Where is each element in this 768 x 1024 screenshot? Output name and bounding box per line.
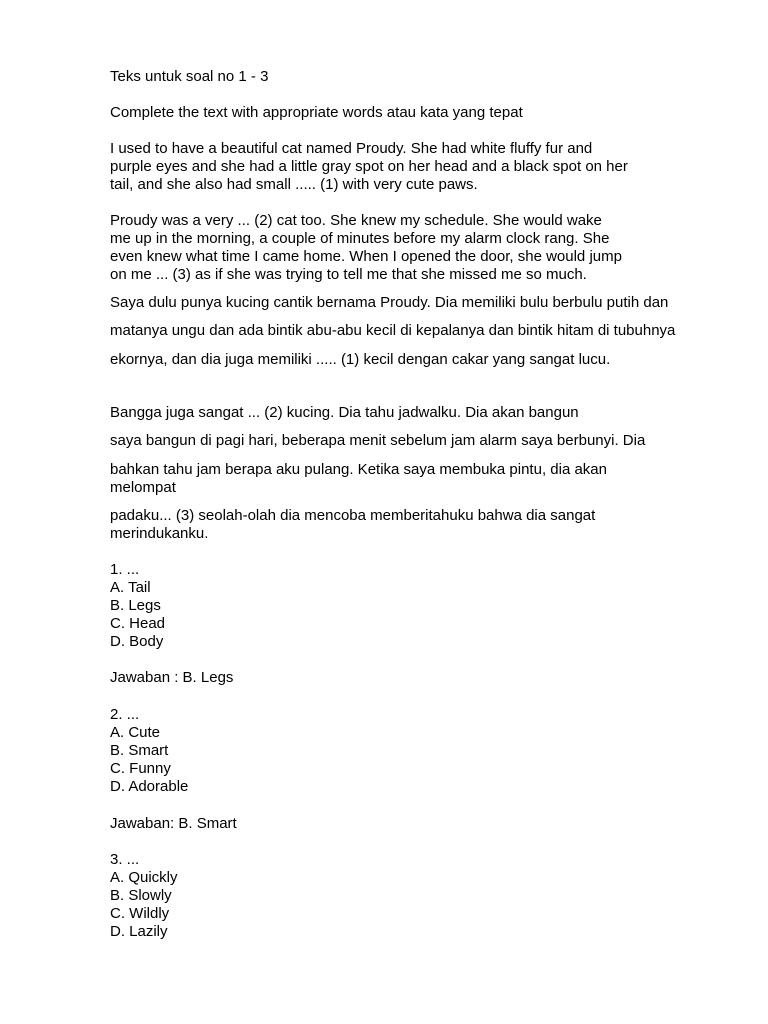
question-1-option-a: A. Tail: [110, 579, 151, 596]
english-paragraph-1-line: I used to have a beautiful cat named Proudy. She had white fluffy fur and: [110, 140, 593, 157]
indonesian-text-line: ekornya, dan dia juga memiliki ..... (1) kecil dengan cakar yang sangat lucu.: [110, 351, 611, 368]
question-1-answer: Jawaban : B. Legs: [110, 669, 234, 686]
question-3-option-d: D. Lazily: [110, 923, 168, 940]
english-paragraph-1-line: purple eyes and she had a little gray spot on her head and a black spot on her: [110, 158, 628, 175]
question-1-option-b: B. Legs: [110, 597, 161, 614]
question-2-option-b: B. Smart: [110, 742, 169, 759]
question-2-option-c: C. Funny: [110, 760, 171, 777]
question-3-option-a: A. Quickly: [110, 869, 178, 886]
question-1-option-c: C. Head: [110, 615, 166, 632]
question-3-number: 3. ...: [110, 851, 140, 868]
indonesian-text-line: melompat: [110, 479, 176, 496]
question-2-option-a: A. Cute: [110, 724, 161, 741]
question-2-answer: Jawaban: B. Smart: [110, 815, 237, 832]
instruction-text: Complete the text with appropriate words atau kata yang tepat: [110, 104, 523, 121]
question-3-option-b: B. Slowly: [110, 887, 172, 904]
indonesian-text-line: bahkan tahu jam berapa aku pulang. Ketika saya membuka pintu, dia akan: [110, 461, 607, 478]
indonesian-text-line: matanya ungu dan ada bintik abu-abu kecil di kepalanya dan bintik hitam di tubuhnya: [110, 322, 676, 339]
english-paragraph-2-line: even knew what time I came home. When I opened the door, she would jump: [110, 248, 622, 265]
question-2-number: 2. ...: [110, 706, 140, 723]
page-title: Teks untuk soal no 1 - 3: [110, 68, 269, 85]
question-1-option-d: D. Body: [110, 633, 164, 650]
english-paragraph-2-line: Proudy was a very ... (2) cat too. She knew my schedule. She would wake: [110, 212, 602, 229]
indonesian-text-line: padaku... (3) seolah-olah dia mencoba memberitahuku bahwa dia sangat: [110, 507, 596, 524]
indonesian-text-line: Bangga juga sangat ... (2) kucing. Dia tahu jadwalku. Dia akan bangun: [110, 404, 579, 421]
question-1-number: 1. ...: [110, 561, 140, 578]
english-paragraph-2-line: me up in the morning, a couple of minutes before my alarm clock rang. She: [110, 230, 610, 247]
english-paragraph-1-line: tail, and she also had small ..... (1) with very cute paws.: [110, 176, 478, 193]
indonesian-text-line: merindukanku.: [110, 525, 209, 542]
question-3-option-c: C. Wildly: [110, 905, 170, 922]
indonesian-text-line: saya bangun di pagi hari, beberapa menit sebelum jam alarm saya berbunyi. Dia: [110, 432, 646, 449]
english-paragraph-2-line: on me ... (3) as if she was trying to tell me that she missed me so much.: [110, 266, 587, 283]
indonesian-text-line: Saya dulu punya kucing cantik bernama Proudy. Dia memiliki bulu berbulu putih dan: [110, 294, 669, 311]
question-2-option-d: D. Adorable: [110, 778, 189, 795]
